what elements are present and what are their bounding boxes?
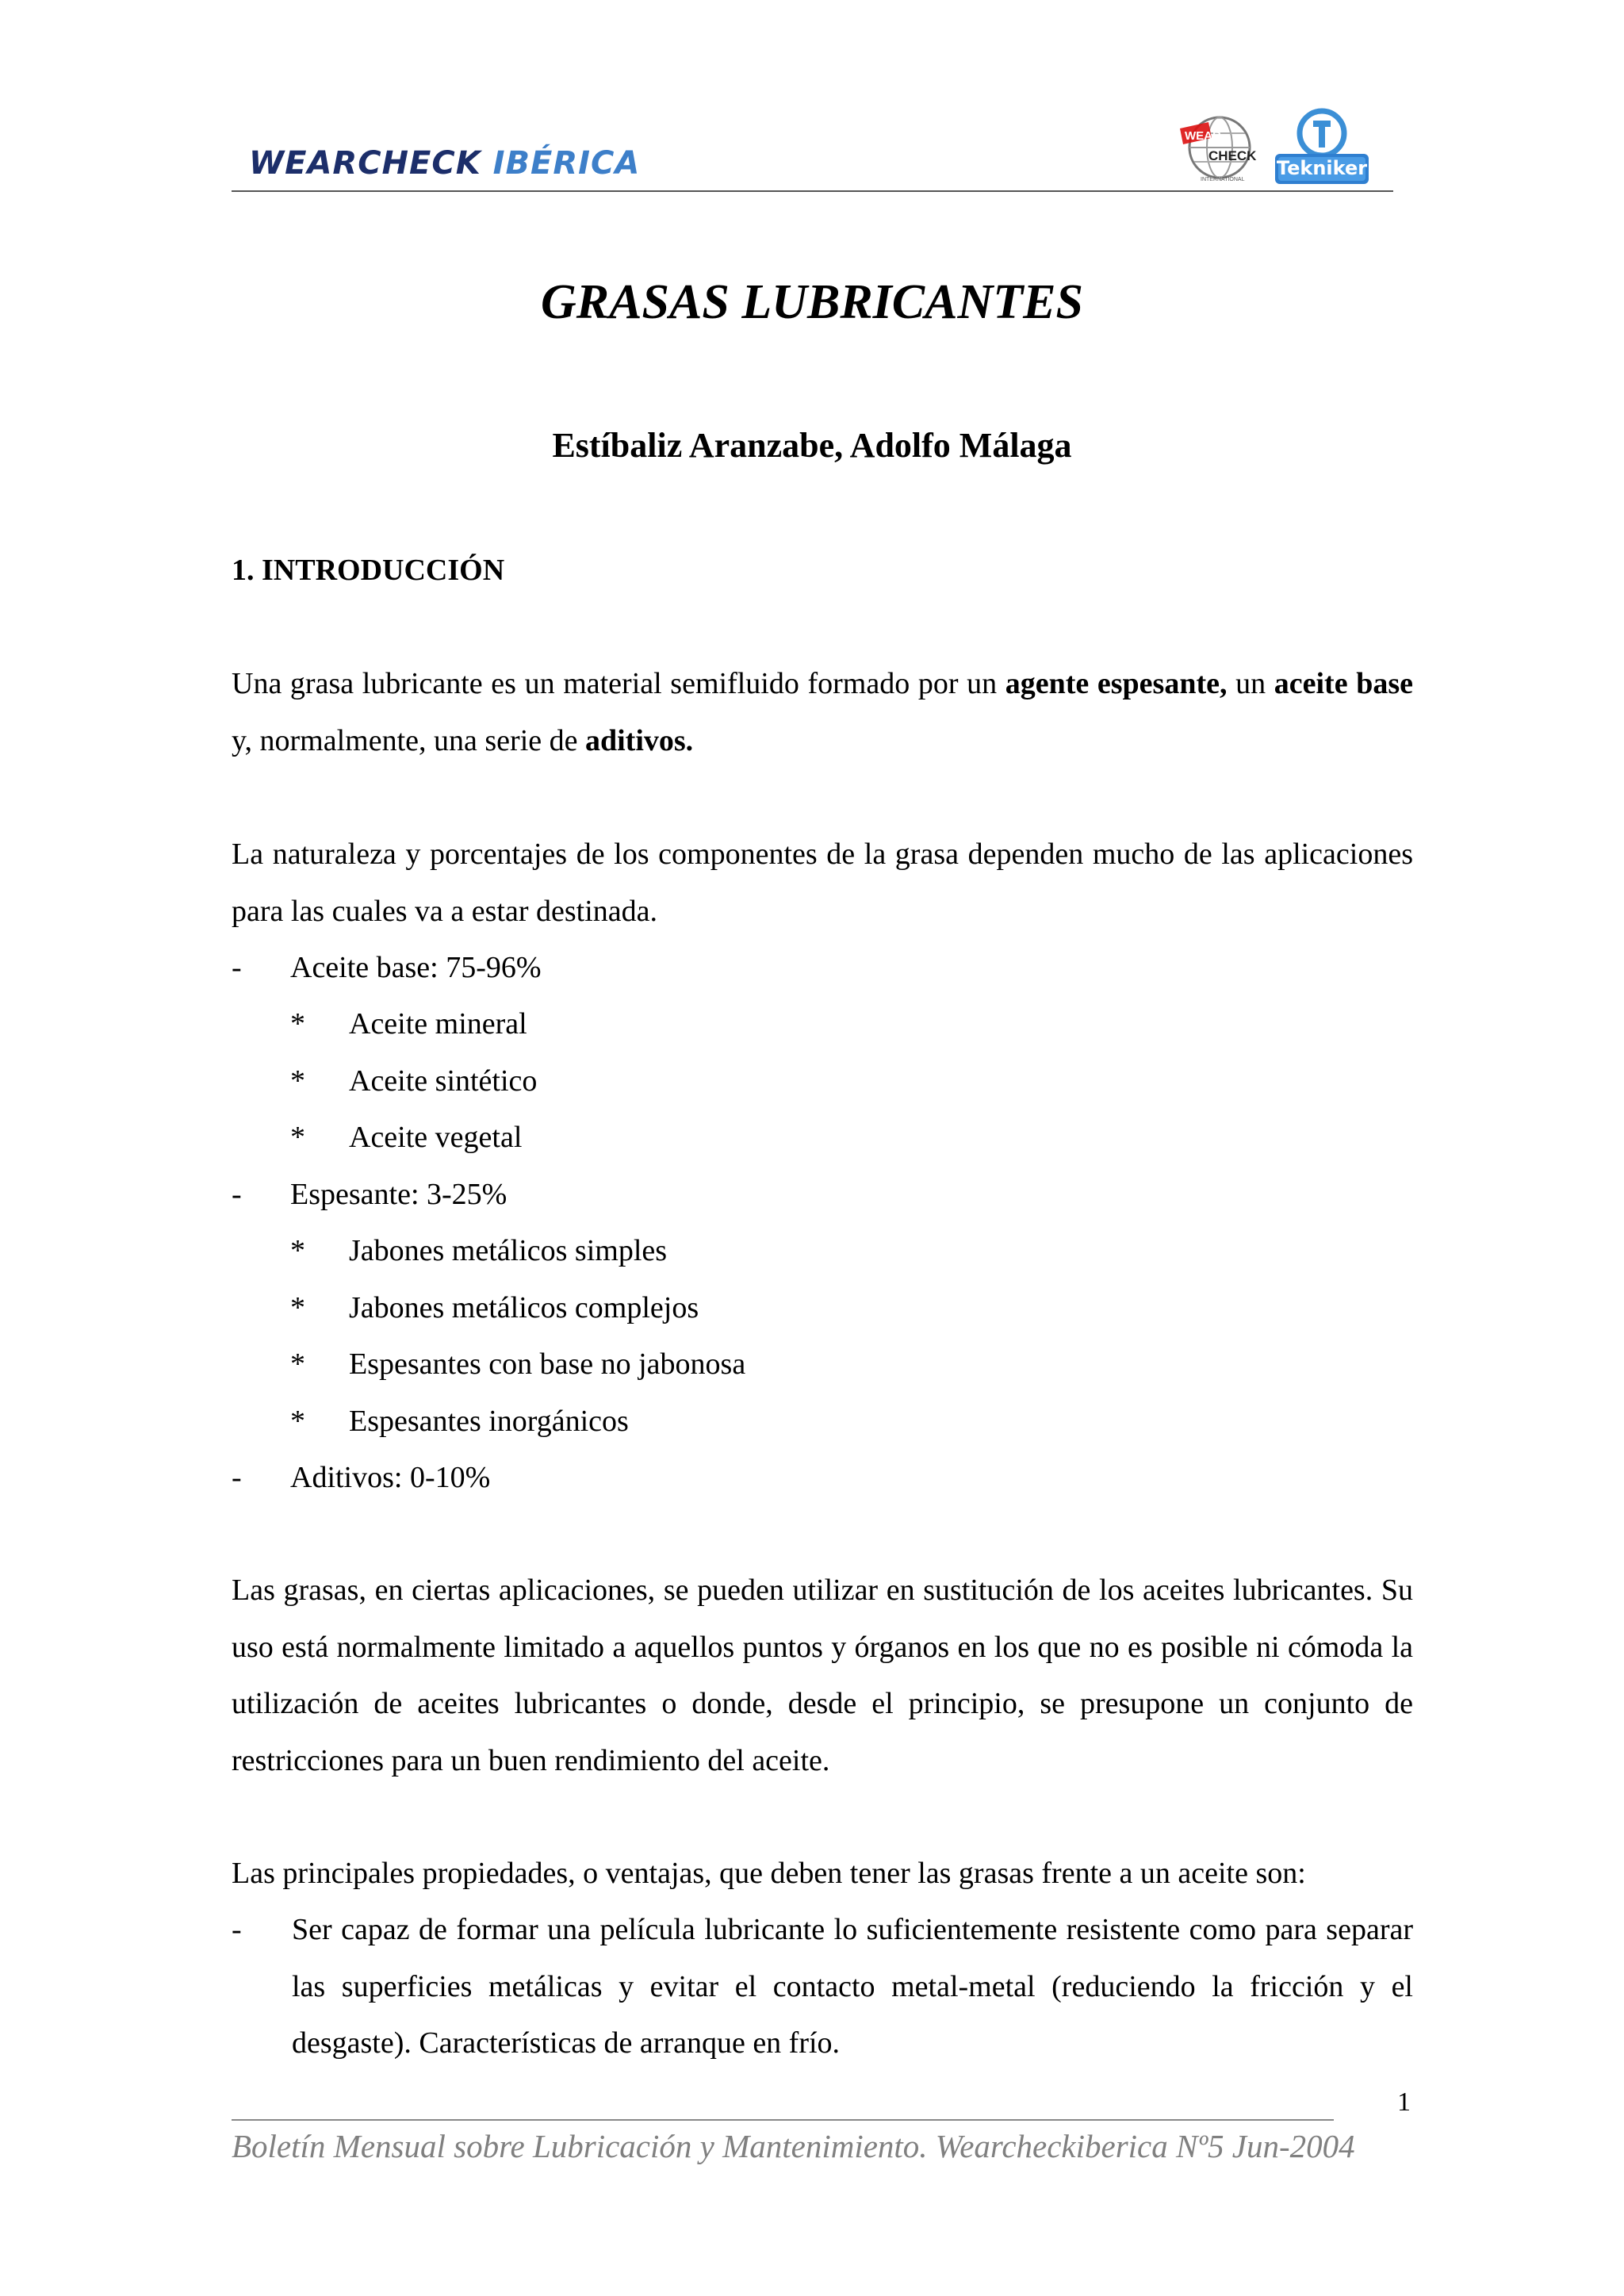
para1-bold-base-oil: aceite base [1274,667,1413,700]
component-additives: Aditivos: 0-10% [290,1461,491,1494]
component-thickener: Espesante: 3-25% [290,1178,508,1211]
dash-bullet: - [232,951,242,984]
section-heading: 1. INTRODUCCIÓN [232,554,505,587]
document-authors: Estíbaliz Aranzabe, Adolfo Málaga [552,426,1072,465]
star-bullet: * [290,1007,305,1041]
star-bullet: * [290,1121,305,1154]
paragraph-usage: Las grasas, en ciertas aplicaciones, se pueden utilizar en sustitución de los aceites lubricantes. Su uso está normalmente limitado a aquellos puntos y órganos en los que no es posible ni cómoda la utilización de aceites lubricantes o donde, desde el principio, se presupone un conjunto de restricciones para un buen rendimiento del aceite. [232,1573,1413,1777]
dash-bullet: - [232,1913,242,1946]
brand-iberica: IBÉRICA [492,145,641,182]
brand-wordmark [249,145,641,182]
sub-item-inorganic: Espesantes inorgánicos [349,1405,629,1438]
sub-item-mineral: Aceite mineral [349,1007,527,1041]
advantage-text: Ser capaz de formar una película lubricante lo suficientemente resistente como para separar las superficies metálicas y evitar el contacto metal-metal (reduciendo la fricción y el desgaste). Características de arranque en frío. [292,1913,1413,2060]
dash-bullet: - [232,1178,242,1211]
page-number: 1 [1397,2087,1411,2117]
paragraph-definition [232,656,1413,769]
wearcheck-globe-logo [1177,111,1258,187]
paragraph-composition: La naturaleza y porcentajes de los componentes de la grasa dependen mucho de las aplicaciones para las cuales va a estar destinada. [232,838,1413,928]
star-bullet: * [290,1291,305,1324]
dash-bullet: - [232,1461,242,1494]
tekniker-logo [1272,105,1372,187]
document-title: GRASAS LUBRICANTES [541,275,1083,329]
para1-text-1: Una grasa lubricante es un material semifluido formado por un [232,667,1005,700]
brand-wearcheck: WEARCHECK [249,145,481,182]
list-item [232,940,242,997]
svg-text:INTERNATIONAL: INTERNATIONAL [1201,177,1245,182]
sub-item-vegetable: Aceite vegetal [349,1121,523,1154]
component-base-oil: Aceite base: 75-96% [290,951,542,984]
header-divider [232,190,1393,192]
advantage-item [232,1902,1413,2072]
sub-item-complex-soaps: Jabones metálicos complejos [349,1291,699,1324]
sub-item-non-soap: Espesantes con base no jabonosa [349,1347,746,1381]
star-bullet: * [290,1234,305,1267]
footer-divider [232,2119,1334,2121]
para1-text-2: un [1227,667,1274,700]
sub-item-simple-soaps: Jabones metálicos simples [349,1234,668,1267]
star-bullet: * [290,1347,305,1381]
sub-item-synthetic: Aceite sintético [349,1064,538,1098]
para1-bold-thickener: agente espesante, [1005,667,1228,700]
svg-text:WEAR: WEAR [1185,129,1221,143]
para1-text-3: y, normalmente, una serie de [232,723,585,757]
para1-bold-additives: aditivos. [584,723,694,757]
footer-text: Boletín Mensual sobre Lubricación y Mantenimiento. Wearcheckiberica Nº5 Jun-2004 [232,2128,1355,2164]
star-bullet: * [290,1064,305,1098]
paragraph-advantages-intro: Las principales propiedades, o ventajas, que deben tener las grasas frente a un aceite son: [232,1857,1306,1890]
star-bullet: * [290,1405,305,1438]
svg-text:CHECK: CHECK [1208,148,1257,163]
tekniker-label: Tekniker [1276,157,1368,179]
